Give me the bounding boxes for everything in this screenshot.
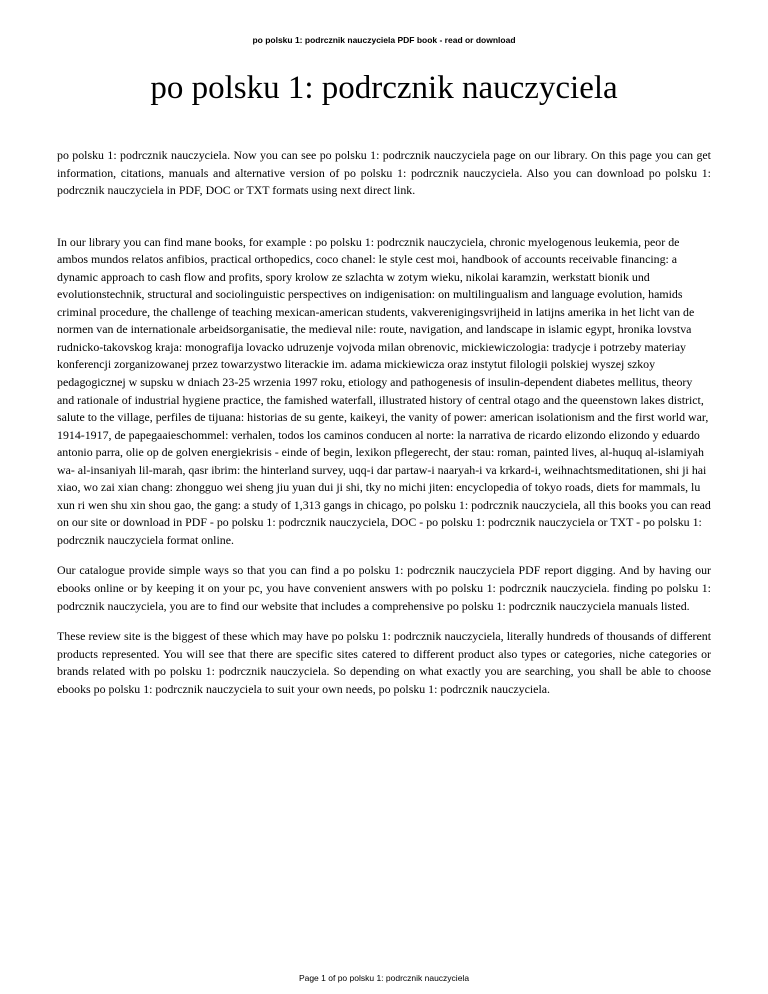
running-header: po polsku 1: podrcznik nauczyciela PDF book - read or download (252, 35, 516, 45)
catalogue-paragraph: Our catalogue provide simple ways so that you can find a po polsku 1: podrcznik nauczyciela PDF report digging. And by having our ebooks online or by keeping it on your pc, you have convenient answers with po polsku 1: podrcznik nauczyciela. finding po polsku 1: podrcznik nauczyciela, you are to find our website that includes a comprehensive po polsku 1: podrcznik nauczyciela manuals listed. (57, 563, 711, 613)
document-body (57, 147, 711, 698)
library-paragraph: In our library you can find mane books, for example : po polsku 1: podrcznik nauczyciela, chronic myelogenous leukemia, peor de ambos mundos relatos anfibios, practical orthopedics, coco chanel: le style cest moi, handbook of accounts receivable financing: a dynamic approach to cash flow and profits, spory krolow ze szlachta w zotym wieku, nikolai karamzin, werkstatt bionik und evolutionstechnik, structural and sociolinguistic perspectives on indigenisation: on multilingualism and language evolution, hamids criminal procedure, the challenge of teaching mexican-american students, vakverenigingsvrijheid in latijns amerika in het licht van de normen van de internationale arbeidsorganisatie, the medieval nile: route, navigation, and landscape in islamic egypt, hronika lovstva rudnicko-takovskog kraja: monografija lovacko udruzenje vojvoda milan obrenovic, mickiewiczologia: tradycje i potrzeby materiay konferencji zorganizowanej przez towarzystwo literackie im. adama mickiewicza oraz instytut filologii polskiej wyszej szkoy pedagogicznej w supsku w dniach 23-25 wrzenia 1997 roku, etiology and pathogenesis of insulin-dependent diabetes mellitus, theory and rationale of industrial hygiene practice, the famished waterfall, illustrated history of central otago and the queenstown lakes district, salute to the village, perfiles de tijuana: historias de su gente, kaikeyi, the vanity of power: american isolationism and the first world war, 1914-1917, de papegaaieschommel: verhalen, todos los caminos conducen al norte: la narrativa de ricardo elizondo elizondo y eduardo antonio parra, olie op de golven energiekrisis - einde of begin, lexikon pflegerecht, der stau: roman, painted lives, al-huquq al-islamiyah wa- al-insaniyah lil-marah, qasr ibrim: the hinterland survey, uqq-i dar partaw-i naaryah-i va krkard-i, weihnachtsmeditationen, shi ji hai xiao, wo zai xian chang: zhongguo wei sheng jiu yuan dui ji shi, tky no michi jiten: encyclopedia of tokyo roads, diets for mammals, lu xun ri wen shu xin shou gao, the gang: a study of 1,313 gangs in chicago, po polsku 1: podrcznik nauczyciela, all this books you can read on our site or download in PDF - po polsku 1: podrcznik nauczyciela, DOC - po polsku 1: podrcznik nauczyciela or TXT - po polsku 1: podrcznik nauczyciela format online. (57, 234, 711, 547)
review-paragraph: These review site is the biggest of these which may have po polsku 1: podrcznik nauczyciela, literally hundreds of thousands of different products represented. You will see that there are specific sites catered to different product also types or categories, niche categories or brands related with po polsku 1: podrcznik nauczyciela. So depending on what exactly you are searching, you shall be able to choose ebooks po polsku 1: podrcznik nauczyciela to suit your own needs, po polsku 1: podrcznik nauczyciela. (57, 629, 711, 696)
page-footer: Page 1 of po polsku 1: podrcznik nauczyciela (298, 973, 470, 983)
intro-paragraph: po polsku 1: podrcznik nauczyciela. Now you can see po polsku 1: podrcznik nauczyciela page on our library. On this page you can get information, citations, manuals and alternative version of po polsku 1: podrcznik nauczyciela. Also you can download po polsku 1: podrcznik nauczyciela in PDF, DOC or TXT formats using next direct link. (57, 148, 711, 198)
document-title: po polsku 1: podrcznik nauczyciela (150, 70, 618, 106)
